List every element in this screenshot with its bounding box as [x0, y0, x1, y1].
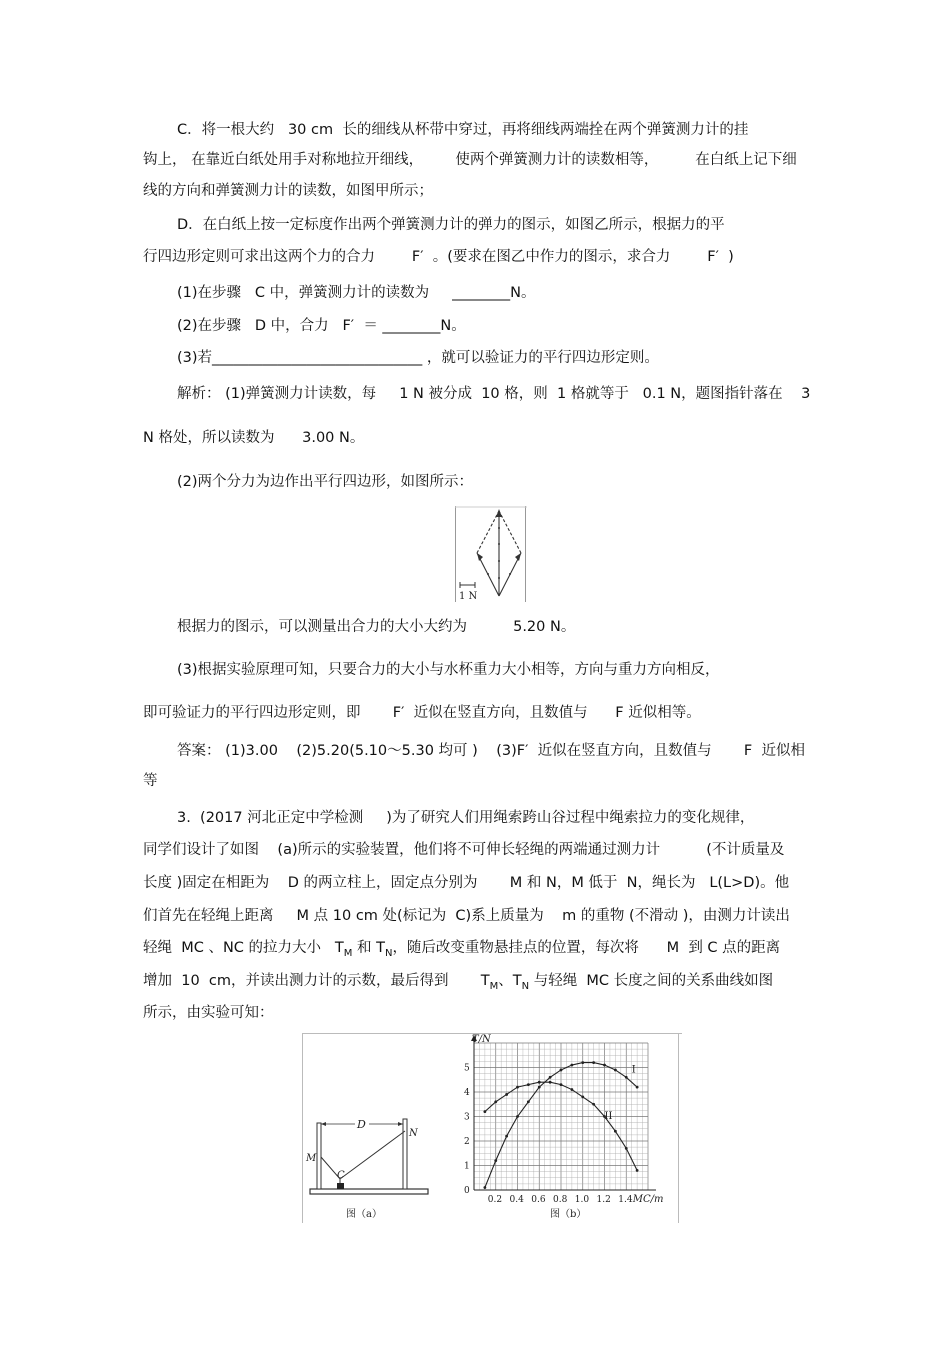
- label-c: C: [337, 1170, 345, 1181]
- problem-3-line-5: [143, 938, 780, 964]
- data-point-I: [505, 1135, 508, 1138]
- p6-part-c: 与轻绳 MC 长度之间的关系曲线如图: [529, 973, 774, 989]
- question-1: (1)在步骤 C 中，弹簧测力计的读数为 ________N。: [177, 285, 536, 301]
- data-point-II: [581, 1096, 584, 1099]
- step-c-line-3: 线的方向和弹簧测力计的读数，如图甲所示；: [143, 183, 433, 199]
- step-c-line-1: C．将一根大约 30 cm 长的细线从杯带中穿过，再将细线两端拴在两个弹簧测力计的挂: [177, 122, 749, 138]
- chart-grid: [474, 1043, 648, 1190]
- label-n: N: [409, 1128, 418, 1139]
- x-tick-label: 0.4: [509, 1195, 524, 1205]
- data-point-I: [581, 1061, 584, 1064]
- y-tick-label: 2: [464, 1137, 470, 1147]
- step-c-line-2: 钩上， 在靠近白纸处用手对称地拉开细线， 使两个弹簧测力计的读数相等， 在白纸上记下细: [143, 152, 797, 168]
- data-point-I: [614, 1069, 617, 1072]
- problem-3-line-1: 3. (2017 河北正定中学检测 )为了研究人们用绳索跨山谷过程中绳索拉力的变化规律，: [177, 810, 755, 826]
- rope: [321, 1131, 405, 1179]
- data-point-II: [636, 1169, 639, 1172]
- answer-line-1: 答案： (1)3.00 (2)5.20(5.10～5.30 均可 ) (3)F′ 近似在竖直方向，且数值与 F 近似相: [177, 743, 805, 759]
- data-point-II: [625, 1147, 628, 1150]
- y-tick-label: 4: [464, 1088, 470, 1098]
- left-post: [317, 1123, 321, 1189]
- p6-part-b: 、T: [498, 973, 522, 989]
- p6-part-a: 增加 10 cm，并读出测力计的示数，最后得到 T: [143, 973, 490, 989]
- data-point-I: [483, 1186, 486, 1189]
- answer-line-2: 等: [143, 773, 158, 789]
- y-tick-label: 5: [464, 1063, 470, 1074]
- subscript-m-2: M: [489, 980, 499, 992]
- data-point-I: [516, 1115, 519, 1118]
- p5-part-b: 和 T: [352, 940, 385, 956]
- data-point-I: [494, 1159, 497, 1162]
- right-post: [403, 1119, 407, 1189]
- data-point-II: [538, 1081, 541, 1084]
- problem-3-line-7: 所示，由实验可知：: [143, 1005, 274, 1021]
- data-point-II: [570, 1088, 573, 1091]
- data-point-II: [483, 1110, 486, 1113]
- solution-line-3: (2)两个分力为边作出平行四边形，如图所示：: [177, 474, 474, 490]
- p5-part-a: 轻绳 MC 、NC 的拉力大小 T: [143, 940, 344, 956]
- x-tick-label: 0.2: [487, 1195, 503, 1205]
- y-tick-label: 3: [464, 1112, 470, 1123]
- series-label-I: I: [631, 1064, 636, 1076]
- subscript-n: N: [384, 947, 393, 959]
- x-tick-label: 1.0: [574, 1195, 590, 1205]
- data-point-I: [560, 1069, 563, 1072]
- step-d-line-1: D．在白纸上按一定标度作出两个弹簧测力计的弹力的图示，如图乙所示，根据力的平: [177, 217, 725, 233]
- data-point-I: [570, 1064, 573, 1067]
- step-d-line-2: 行四边形定则可求出这两个力的合力 F′ 。(要求在图乙中作力的图示，求合力 F′ ): [143, 249, 734, 265]
- subscript-n-2: N: [521, 980, 530, 992]
- data-point-I: [625, 1076, 628, 1079]
- solution-line-5: (3)根据实验原理可知，只要合力的大小与水杯重力大小相等，方向与重力方向相反，: [177, 662, 720, 678]
- caption-b: 图（b）: [550, 1209, 587, 1220]
- data-point-I: [527, 1100, 530, 1103]
- y-tick-label: 0: [464, 1186, 470, 1196]
- p5-part-c: ，随后改变重物悬挂点的位置，每次将 M 到 C 点的距离: [392, 940, 781, 956]
- problem-3-line-2: 同学们设计了如图 (a)所示的实验装置，他们将不可伸长轻绳的两端通过测力计 (不计质量及: [143, 842, 785, 858]
- data-point-II: [527, 1083, 530, 1086]
- caption-a: 图（a）: [346, 1209, 382, 1220]
- data-point-II: [505, 1093, 508, 1096]
- data-point-I: [549, 1076, 552, 1079]
- data-point-II: [592, 1103, 595, 1106]
- y-axis-label: T/N: [472, 1034, 491, 1045]
- parallelogram-figure: [455, 506, 527, 602]
- data-point-II: [560, 1083, 563, 1086]
- figure-b-chart: [442, 1033, 682, 1223]
- label-d: D: [357, 1118, 366, 1131]
- solution-line-6: 即可验证力的平行四边形定则，即 F′ 近似在竖直方向，且数值与 F 近似相等。: [143, 705, 701, 721]
- subscript-m: M: [343, 947, 353, 959]
- solution-line-1: 解析： (1)弹簧测力计读数，每 1 N 被分成 10 格，则 1 格就等于 0.1 N，题图指针落在 3: [177, 386, 811, 402]
- x-tick-label: 0.8: [553, 1195, 568, 1205]
- data-point-II: [614, 1130, 617, 1133]
- series-label-II: II: [604, 1110, 613, 1122]
- data-point-I: [538, 1086, 541, 1089]
- scale-label: 1 N: [459, 591, 478, 602]
- data-point-II: [516, 1086, 519, 1089]
- data-point-I: [592, 1061, 595, 1064]
- question-2: (2)在步骤 D 中，合力 F′ ＝ ________N。: [177, 318, 466, 334]
- figure-a: [302, 1033, 442, 1223]
- label-m: M: [306, 1153, 317, 1164]
- data-point-I: [603, 1064, 606, 1067]
- x-axis-label: MC/m: [632, 1194, 664, 1205]
- x-tick-label: 1.4: [618, 1195, 633, 1205]
- solution-line-4: 根据力的图示，可以测量出合力的大小大约为 5.20 N。: [177, 619, 576, 635]
- problem-3-line-3: 长度 )固定在相距为 D 的两立柱上，固定点分别为 M 和 N，M 低于 N，绳长为 L(L>D)。他: [143, 875, 790, 891]
- data-point-II: [549, 1081, 552, 1084]
- question-3: (3)若_____________________________ ，就可以验证力的平行四边形定则。: [177, 350, 659, 366]
- data-point-I: [636, 1086, 639, 1089]
- base-board: [310, 1189, 428, 1194]
- y-tick-label: 1: [464, 1161, 470, 1172]
- solution-line-2: N 格处，所以读数为 3.00 N。: [143, 430, 365, 446]
- data-point-II: [494, 1100, 497, 1103]
- chart-axes: [471, 1035, 656, 1190]
- problem-3-line-6: [143, 971, 773, 997]
- problem-3-line-4: 们首先在轻绳上距离 M 点 10 cm 处(标记为 C)系上质量为 m 的重物 (不滑动 )，由测力计读出: [143, 908, 790, 924]
- x-tick-label: 0.6: [531, 1195, 546, 1205]
- weight-block: [337, 1183, 344, 1189]
- x-tick-label: 1.2: [596, 1195, 611, 1205]
